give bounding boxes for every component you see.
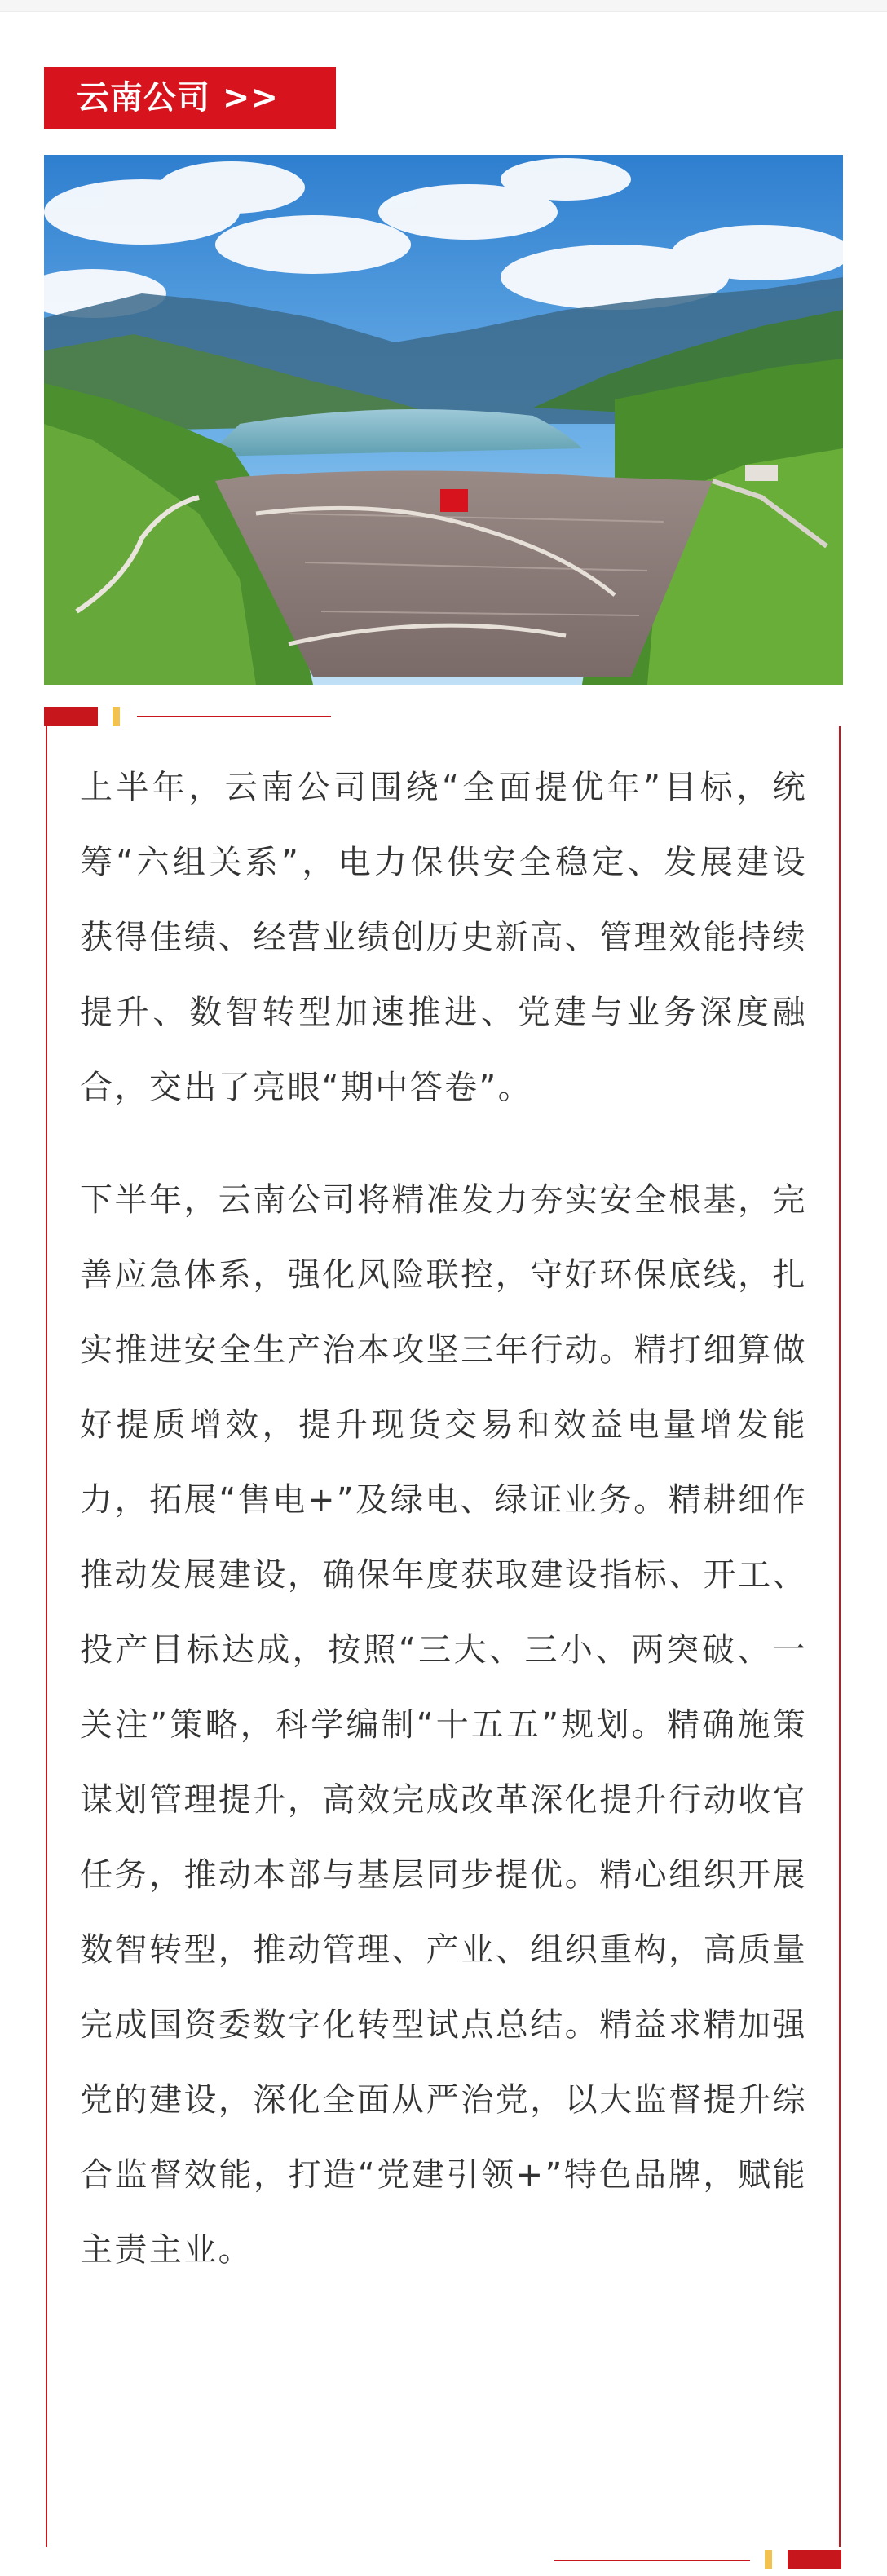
decoration-top-yellow-bar [113,707,120,726]
dam-badge [440,489,468,512]
decoration-bottom-red-block [788,2550,841,2569]
section-header-yunnan[interactable]: 云南公司 >> [44,67,336,129]
article-body [80,750,807,2287]
decoration-bottom-yellow-bar [765,2550,772,2569]
paragraph-first-half: 上半年，云南公司围绕“全面提优年”目标，统筹“六组关系”，电力保供安全稳定、发展建设获得佳绩、经营业绩创历史新高、管理效能持续提升、数智转型加速推进、党建与业务深度融合，交出了亮眼“期中答卷”。 [80,769,807,1106]
frame-right-border [839,726,841,2547]
decoration-bottom-line [554,2560,750,2561]
paragraph-second-half: 下半年，云南公司将精准发力夯实安全根基，完善应急体系，强化风险联控，守好环保底线，扎实推进安全生产治本攻坚三年行动。精打细算做好提质增效，提升现货交易和效益电量增发能力，拓展“售电+”及绿电、绿证业务。精耕细作推动发展建设，确保年度获取建设指标、开工、投产目标达成，按照“三大、三小、两突破、一关注”策略，科学编制“十五五”规划。精确施策谋划管理提升，高效完成改革深化提升行动收官任务，推动本部与基层同步提优。精心组织开展数智转型，推动管理、产业、组织重构，高质量完成国资委数字化转型试点总结。精益求精加强党的建设，深化全面从严治党，以大监督提升综合监督效能，打造“党建引领+”特色品牌，赋能主责主业。 [80,1181,807,2269]
dam-landscape-illustration [44,155,843,685]
hero-image-dam [44,155,843,685]
frame-left-border [46,726,47,2547]
decoration-top-line [137,716,331,717]
top-border [0,0,887,12]
decoration-top-red-block [44,707,98,726]
